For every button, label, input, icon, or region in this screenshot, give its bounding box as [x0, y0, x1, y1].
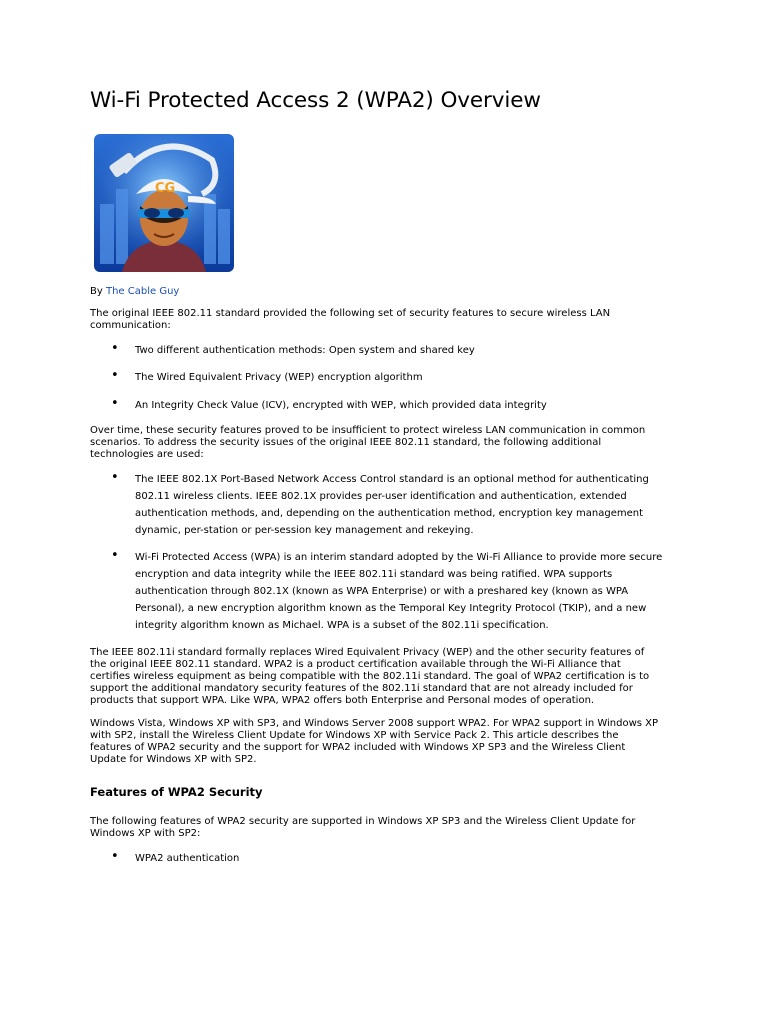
bullet-icon: •: [111, 341, 119, 356]
paragraph: The following features of WPA2 security are supported in Windows XP SP3 and the Wireless Client Update for Windows XP with SP2:: [90, 816, 636, 839]
bullet-icon: •: [111, 368, 119, 383]
intro-paragraph: The original IEEE 802.11 standard provided the following set of security features to secure wireless LAN communication:: [90, 308, 611, 331]
paragraph: Over time, these security features proved to be insufficient to protect wireless LAN communication in common scenarios. To address the security issues of the original IEEE 802.11 standard, the following additional technologies are used:: [90, 425, 646, 460]
svg-text:CG: CG: [155, 181, 176, 196]
paragraph: Windows Vista, Windows XP with SP3, and Windows Server 2008 support WPA2. For WPA2 support in Windows XP with SP2, install the Wireless Client Update for Windows XP with Service Pack 2. This article describes the features of WPA2 security and the support for WPA2 included with Windows XP SP3 and the Wireless Client Update for Windows XP with SP2.: [90, 718, 659, 765]
paragraph: The IEEE 802.11i standard formally replaces Wired Equivalent Privacy (WEP) and the other security features of the original IEEE 802.11 standard. WPA2 is a product certification available through the Wi-Fi Alliance that certifies wireless equipment as being compatible with the 802.11i standard. The goal of WPA2 certification is to support the additional mandatory security features of the 802.11i standard that are not already included for products that support WPA. Like WPA, WPA2 offers both Enterprise and Personal modes of operation.: [90, 647, 650, 706]
list-item-text: An Integrity Check Value (ICV), encrypted with WEP, which provided data integrity: [135, 400, 547, 411]
author-link[interactable]: The Cable Guy: [105, 286, 180, 297]
list-item-text: The Wired Equivalent Privacy (WEP) encryption algorithm: [135, 372, 423, 383]
bullet-icon: •: [111, 470, 119, 485]
page-title: Wi-Fi Protected Access 2 (WPA2) Overview: [90, 88, 541, 113]
bullet-icon: •: [111, 396, 119, 411]
list-item-text: Wi-Fi Protected Access (WPA) is an interim standard adopted by the Wi-Fi Alliance to provide more secure encryption and data integrity while the IEEE 802.11i standard was being ratified. WPA supports authentication through 802.1X (known as WPA Enterprise) or with a preshared key (known as WPA Personal), a new encryption algorithm known as the Temporal Key Integrity Protocol (TKIP), and a new integrity algorithm known as Michael. WPA is a subset of the 802.11i specification.: [135, 552, 663, 631]
list-item-text: Two different authentication methods: Open system and shared key: [135, 345, 475, 356]
bullet-icon: •: [111, 548, 119, 563]
bullet-icon: •: [111, 849, 119, 864]
cable-guy-avatar-icon: [94, 134, 234, 272]
byline: [90, 286, 660, 298]
list-item-text: The IEEE 802.1X Port-Based Network Access Control standard is an optional method for authenticating 802.11 wireless clients. IEEE 802.1X provides per-user identification and authentication, extended authentication methods, and, depending on the authentication method, encryption key management dynamic, per-station or per-session key management and rekeying.: [135, 474, 649, 536]
section-heading: Features of WPA2 Security: [90, 785, 263, 799]
byline-prefix: By: [90, 286, 103, 297]
list-item-text: WPA2 authentication: [135, 853, 240, 864]
